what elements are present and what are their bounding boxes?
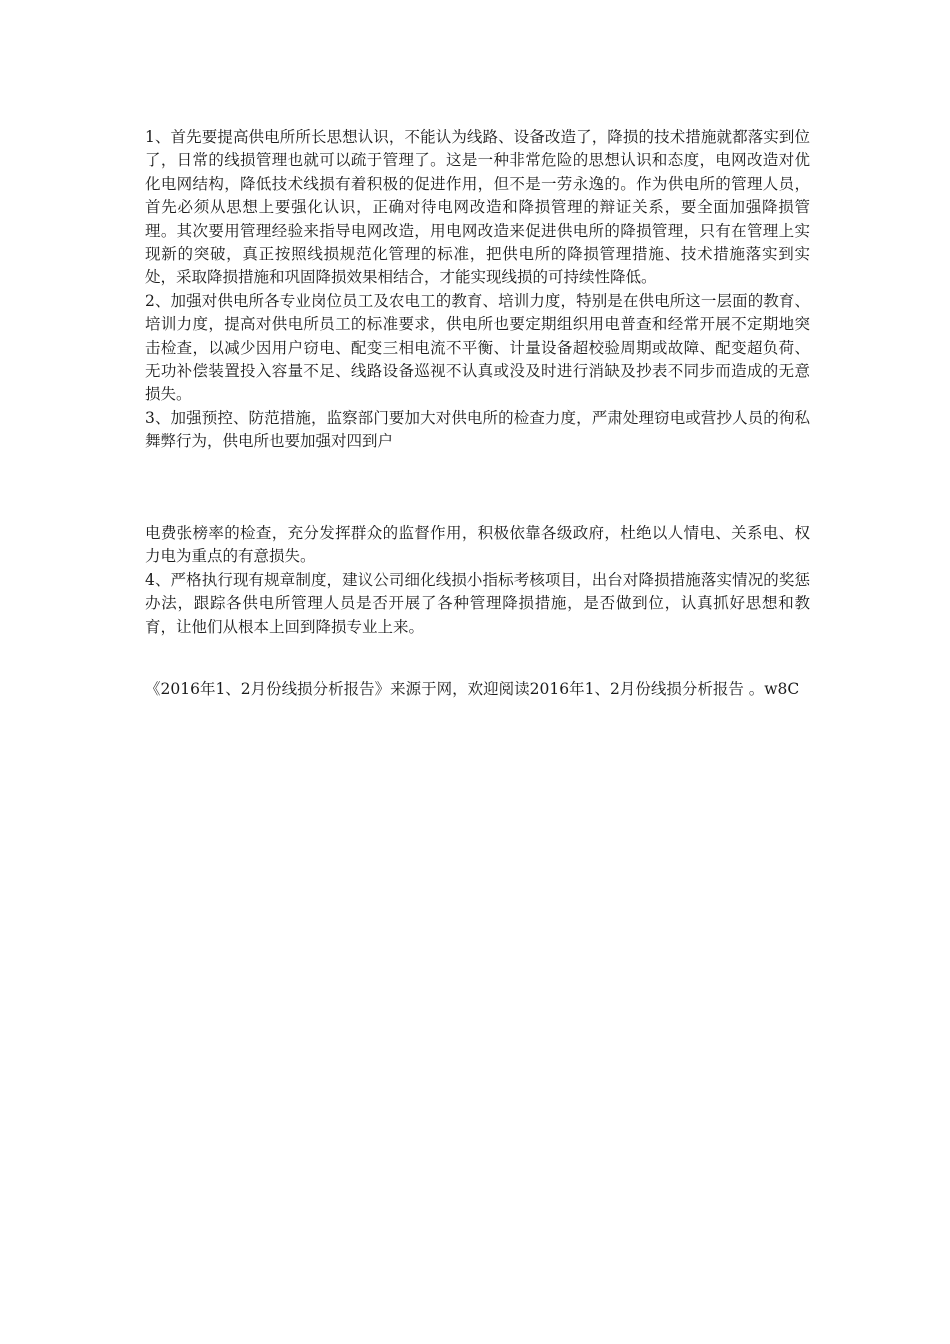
paragraph-3: 3、加强预控、防范措施，监察部门要加大对供电所的检查力度，严肃处理窃电或营抄人员的徇私舞弊行为，供电所也要加强对四到户 [145, 408, 810, 451]
footer-text: 《2016年1、2月份线损分析报告》来源于网，欢迎阅读2016年1、2月份线损分析报告 。w8C [145, 680, 800, 698]
body-text-part-1 [145, 126, 810, 454]
footer-note [145, 678, 810, 701]
paragraph-1: 1、首先要提高供电所所长思想认识，不能认为线路、设备改造了，降损的技术措施就都落实到位了，日常的线损管理也就可以疏于管理了。这是一种非常危险的思想认识和态度，电网改造对优化电网结构，降低技术线损有着积极的促进作用，但不是一劳永逸的。作为供电所的管理人员，首先必须从思想上要强化认识，正确对待电网改造和降损管理的辩证关系，要全面加强降损管理。其次要用管理经验来指导电网改造，用电网改造来促进供电所的降损管理，只有在管理上实现新的突破，真正按照线损规范化管理的标准，把供电所的降损管理措施、技术措施落实到实处，采取降损措施和巩固降损效果相结合，才能实现线损的可持续性降低。 [145, 128, 810, 287]
paragraph-2: 2、加强对供电所各专业岗位员工及农电工的教育、培训力度，特别是在供电所这一层面的教育、培训力度，提高对供电所员工的标准要求，供电所也要定期组织用电普查和经常开展不定期地突击检查，以减少因用户窃电、配变三相电流不平衡、计量设备超校验周期或故障、配变超负荷、无功补偿装置投入容量不足、线路设备巡视不认真或没及时进行消缺及抄表不同步而造成的无意损失。 [145, 291, 810, 404]
paragraph-3-continued: 电费张榜率的检查，充分发挥群众的监督作用，积极依靠各级政府，杜绝以人情电、关系电、权力电为重点的有意损失。 [145, 524, 810, 566]
body-text-part-2 [145, 522, 810, 639]
paragraph-4: 4、严格执行现有规章制度，建议公司细化线损小指标考核项目，出台对降损措施落实情况的奖惩办法，跟踪各供电所管理人员是否开展了各种管理降损措施，是否做到位，认真抓好思想和教育，让他们从根本上回到降损专业上来。 [145, 570, 810, 636]
